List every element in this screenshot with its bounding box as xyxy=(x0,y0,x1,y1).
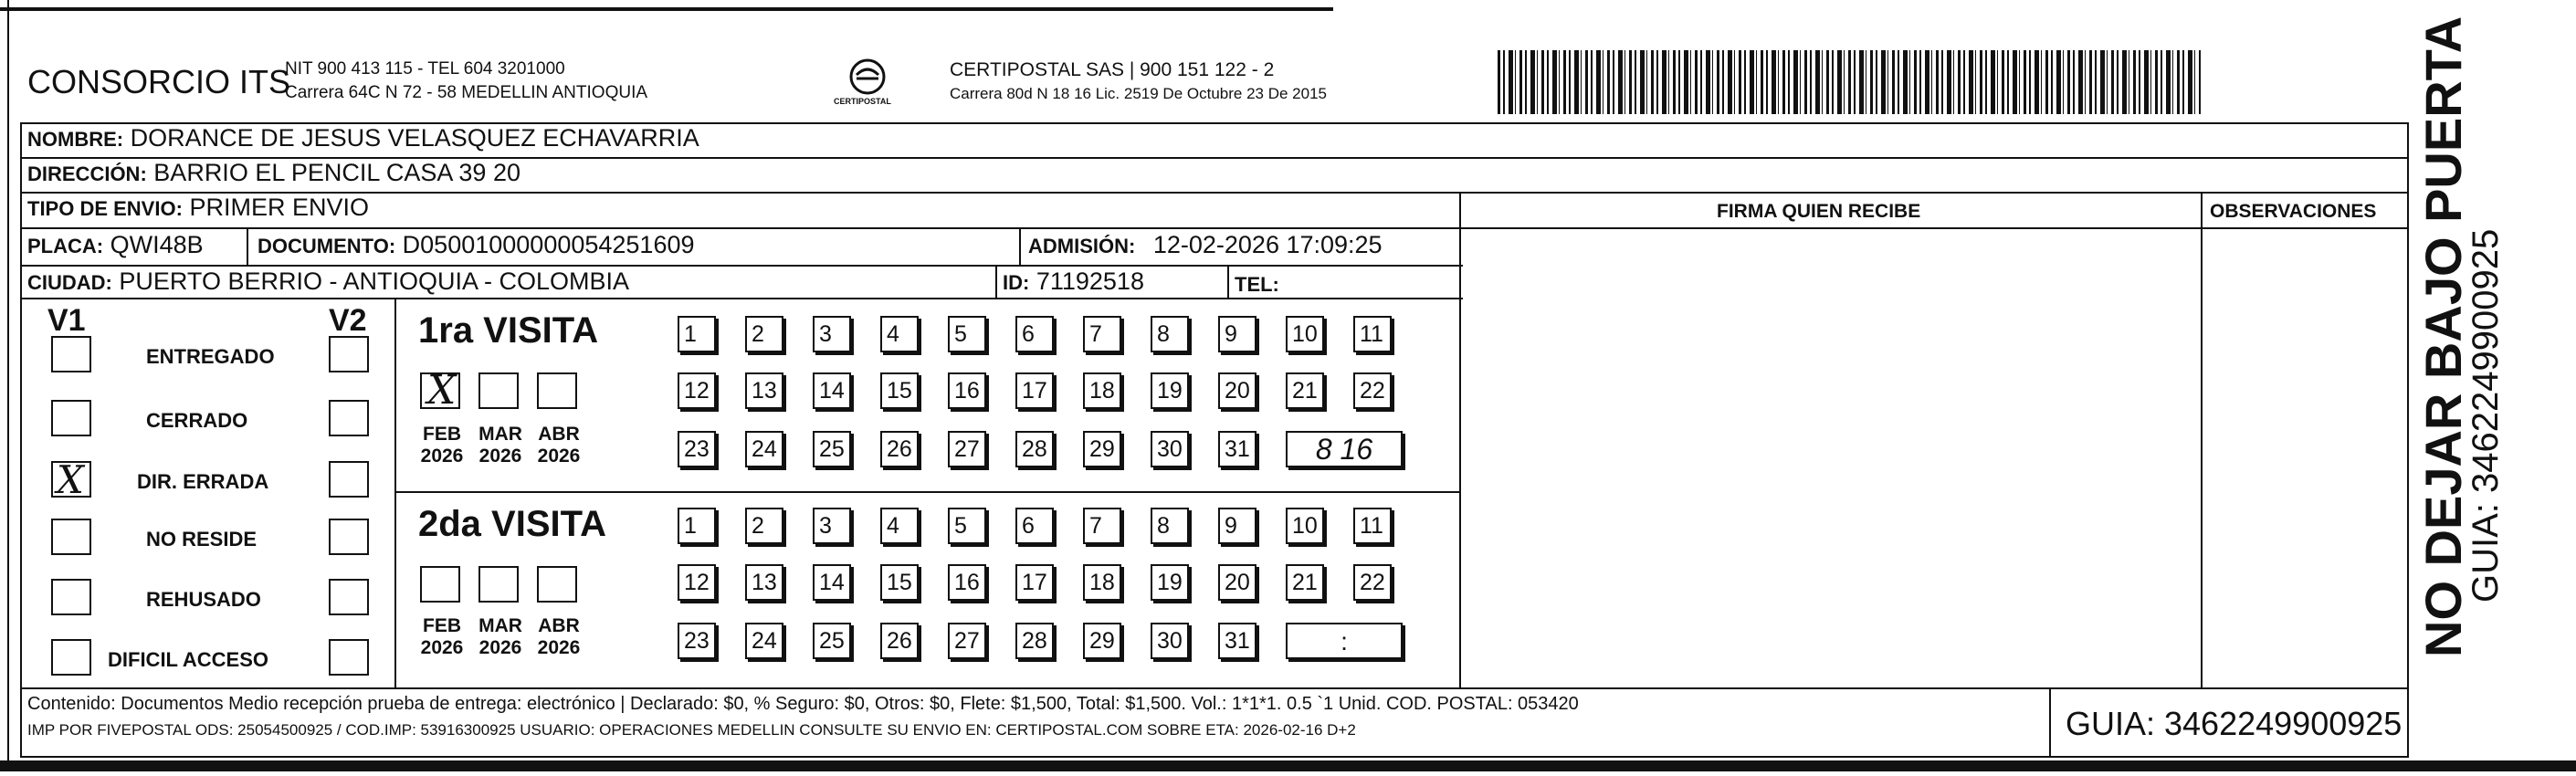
id-row xyxy=(1003,269,1144,294)
day-box[interactable]: 10 xyxy=(1286,508,1324,544)
option-label: NO RESIDE xyxy=(146,528,258,551)
placa-value: QWI48B xyxy=(110,231,204,258)
footer-line1: Contenido: Documentos Medio recepción prueba de entrega: electrónico | Declarado: $0, % Seguro: $0, Otros: $0, Flete: $1,500, Total: $1,500. Vol.: 1*1*1. 0.5 `1 Unid. COD. POSTAL: 053420 xyxy=(27,694,1579,714)
day-box[interactable]: 27 xyxy=(948,431,986,467)
day-box[interactable]: 8 xyxy=(1151,508,1189,544)
time-box[interactable]: : xyxy=(1286,623,1403,659)
month-year: 2026 xyxy=(537,446,581,467)
footer-line2: IMP POR FIVEPOSTAL ODS: 25054500925 / COD.IMP: 53916300925 USUARIO: OPERACIONES MEDELLIN CONSULTE SU ENVIO EN: CERTIPOSTAL.COM SOBRE ETA: 2026-02-16 D+2 xyxy=(27,721,1356,739)
v2-checkbox[interactable] xyxy=(329,336,369,372)
nombre-row xyxy=(27,126,699,151)
day-box[interactable]: 20 xyxy=(1218,564,1256,601)
company-address: Carrera 64C N 72 - 58 MEDELLIN ANTIOQUIA xyxy=(285,83,648,102)
month-name: ABR xyxy=(538,424,580,445)
row-divider xyxy=(20,192,2409,194)
month-label xyxy=(530,424,588,467)
v2-checkbox[interactable] xyxy=(329,461,369,498)
obs-divider xyxy=(2201,192,2203,689)
day-box[interactable]: 2 xyxy=(745,316,783,352)
id-label: ID: xyxy=(1003,271,1030,294)
day-box[interactable]: 4 xyxy=(880,316,919,352)
day-box[interactable]: 5 xyxy=(948,316,986,352)
day-box[interactable]: 16 xyxy=(948,372,986,409)
day-box[interactable]: 12 xyxy=(678,372,716,409)
footer-guia-divider xyxy=(2049,687,2051,758)
month-year: 2026 xyxy=(537,637,581,659)
v1-checkbox[interactable] xyxy=(51,519,91,555)
time-box[interactable]: 8 16 xyxy=(1286,431,1403,467)
day-box[interactable]: 22 xyxy=(1353,564,1392,601)
side-text xyxy=(2414,0,2506,657)
v2-checkbox[interactable] xyxy=(329,639,369,676)
ciudad-value: PUERTO BERRIO - ANTIOQUIA - COLOMBIA xyxy=(119,267,630,295)
month-label xyxy=(530,615,588,659)
day-box[interactable]: 23 xyxy=(678,431,716,467)
ciudad-label: CIUDAD: xyxy=(27,271,112,294)
day-box[interactable]: 8 xyxy=(1151,316,1189,352)
day-box[interactable]: 11 xyxy=(1353,508,1392,544)
visit-divider xyxy=(394,491,1461,493)
company-nit: NIT 900 413 115 - TEL 604 3201000 xyxy=(285,59,565,79)
checks-divider xyxy=(394,298,396,689)
documento-row xyxy=(258,233,695,257)
ciudad-row xyxy=(27,269,629,294)
second-visit-title: 2da VISITA xyxy=(418,504,606,544)
month-mark: X xyxy=(427,367,457,414)
direccion-label: DIRECCIÓN: xyxy=(27,163,147,185)
month-name: MAR xyxy=(478,615,522,636)
month-year: 2026 xyxy=(420,446,464,467)
day-box[interactable]: 18 xyxy=(1083,564,1121,601)
v1-checkbox[interactable] xyxy=(51,400,91,436)
month-label xyxy=(471,424,530,467)
day-box[interactable]: 28 xyxy=(1015,623,1054,659)
day-box[interactable]: 28 xyxy=(1015,431,1054,467)
day-box[interactable]: 15 xyxy=(880,564,919,601)
day-box[interactable]: 3 xyxy=(813,316,851,352)
day-box[interactable]: 14 xyxy=(813,372,851,409)
month-checkbox[interactable] xyxy=(478,372,519,409)
option-label: ENTREGADO xyxy=(146,345,275,368)
day-box[interactable]: 16 xyxy=(948,564,986,601)
day-box[interactable]: 4 xyxy=(880,508,919,544)
v2-checkbox[interactable] xyxy=(329,400,369,436)
admision-value: 12-02-2026 17:09:25 xyxy=(1152,231,1383,258)
nombre-label: NOMBRE: xyxy=(27,128,124,151)
month-checkbox[interactable] xyxy=(420,367,460,414)
month-year: 2026 xyxy=(420,637,464,659)
day-box[interactable]: 31 xyxy=(1218,623,1256,659)
day-box[interactable]: 9 xyxy=(1218,508,1256,544)
placa-label: PLACA: xyxy=(27,235,104,257)
day-box[interactable]: 25 xyxy=(813,623,851,659)
tel-divider xyxy=(1227,265,1229,298)
day-box[interactable]: 21 xyxy=(1286,564,1324,601)
observaciones-label: OBSERVACIONES xyxy=(2210,201,2377,222)
day-box[interactable]: 29 xyxy=(1083,623,1121,659)
month-year: 2026 xyxy=(478,637,522,659)
day-box[interactable]: 26 xyxy=(880,431,919,467)
certipostal-logo xyxy=(826,57,909,111)
day-box[interactable]: 9 xyxy=(1218,316,1256,352)
footer-guia: GUIA: 3462249900925 xyxy=(2066,705,2403,742)
bottom-rule xyxy=(0,760,2576,771)
admision-divider xyxy=(1019,227,1021,265)
day-box[interactable]: 21 xyxy=(1286,372,1324,409)
day-box[interactable]: 24 xyxy=(745,431,783,467)
tipo-label: TIPO DE ENVIO: xyxy=(27,197,183,220)
month-year: 2026 xyxy=(478,446,522,467)
day-box[interactable]: 23 xyxy=(678,623,716,659)
day-box[interactable]: 31 xyxy=(1218,431,1256,467)
certipostal-nit: CERTIPOSTAL SAS | 900 151 122 - 2 xyxy=(950,59,1275,80)
day-box[interactable]: 10 xyxy=(1286,316,1324,352)
day-box[interactable]: 22 xyxy=(1353,372,1392,409)
day-box[interactable]: 7 xyxy=(1083,316,1121,352)
month-checkbox[interactable] xyxy=(537,372,577,409)
no-dejar-title: NO DEJAR BAJO PUERTA xyxy=(2414,16,2472,657)
left-edge xyxy=(7,0,9,767)
id-divider xyxy=(995,265,997,298)
tracking-barcode xyxy=(1498,50,2201,114)
v2-checkbox[interactable] xyxy=(329,579,369,615)
firma-divider xyxy=(1459,192,1461,689)
day-box[interactable]: 17 xyxy=(1015,372,1054,409)
v1-checkbox[interactable] xyxy=(51,336,91,372)
tel-row xyxy=(1235,271,1279,296)
logo-text: CERTIPOSTAL xyxy=(834,97,891,106)
month-name: ABR xyxy=(538,615,580,636)
v1-checkbox[interactable] xyxy=(51,457,91,502)
placa-row xyxy=(27,233,204,257)
company-name: CONSORCIO ITS xyxy=(27,63,291,100)
day-box[interactable]: 20 xyxy=(1218,372,1256,409)
day-box[interactable]: 11 xyxy=(1353,316,1392,352)
day-box[interactable]: 14 xyxy=(813,564,851,601)
option-label: DIR. ERRADA xyxy=(137,470,269,493)
day-box[interactable]: 27 xyxy=(948,623,986,659)
month-label xyxy=(471,615,530,659)
day-box[interactable]: 19 xyxy=(1151,564,1189,601)
day-box[interactable]: 6 xyxy=(1015,316,1054,352)
day-box[interactable]: 13 xyxy=(745,564,783,601)
direccion-row xyxy=(27,161,520,185)
firma-label: FIRMA QUIEN RECIBE xyxy=(1717,201,1921,222)
nombre-value: DORANCE DE JESUS VELASQUEZ ECHAVARRIA xyxy=(130,124,699,152)
day-box[interactable]: 13 xyxy=(745,372,783,409)
day-box[interactable]: 30 xyxy=(1151,623,1189,659)
day-box[interactable]: 5 xyxy=(948,508,986,544)
form-frame xyxy=(20,122,2409,758)
day-box[interactable]: 3 xyxy=(813,508,851,544)
month-label xyxy=(413,615,471,659)
day-box[interactable]: 1 xyxy=(678,316,716,352)
admision-label: ADMISIÓN: xyxy=(1028,235,1136,257)
side-guia: GUIA: 3462249900925 xyxy=(2466,228,2506,603)
month-label xyxy=(413,424,471,467)
top-rule xyxy=(0,7,1333,11)
certipostal-address: Carrera 80d N 18 16 Lic. 2519 De Octubre 23 De 2015 xyxy=(950,85,1327,102)
tel-label: TEL: xyxy=(1235,273,1279,296)
documento-label: DOCUMENTO: xyxy=(258,235,396,257)
month-name: FEB xyxy=(423,424,461,445)
day-box[interactable]: 18 xyxy=(1083,372,1121,409)
month-name: FEB xyxy=(423,615,461,636)
day-box[interactable]: 24 xyxy=(745,623,783,659)
day-box[interactable]: 29 xyxy=(1083,431,1121,467)
v2-checkbox[interactable] xyxy=(329,519,369,555)
day-box[interactable]: 6 xyxy=(1015,508,1054,544)
placa-divider xyxy=(247,227,248,265)
tipo-value: PRIMER ENVIO xyxy=(189,194,369,221)
id-value: 71192518 xyxy=(1036,267,1144,295)
day-box[interactable]: 15 xyxy=(880,372,919,409)
row-divider xyxy=(20,227,2409,229)
day-box[interactable]: 17 xyxy=(1015,564,1054,601)
day-box[interactable]: 26 xyxy=(880,623,919,659)
option-label: REHUSADO xyxy=(146,588,261,611)
day-box[interactable]: 30 xyxy=(1151,431,1189,467)
first-visit-title: 1ra VISITA xyxy=(418,310,599,351)
month-checkbox[interactable] xyxy=(478,566,519,603)
day-box[interactable]: 19 xyxy=(1151,372,1189,409)
v1-label: V1 xyxy=(47,303,86,338)
tipo-row xyxy=(27,195,369,220)
month-name: MAR xyxy=(478,424,522,445)
day-box[interactable]: 1 xyxy=(678,508,716,544)
v1-checkbox[interactable] xyxy=(51,579,91,615)
option-label: DIFICIL ACCESO xyxy=(108,648,269,671)
direccion-value: BARRIO EL PENCIL CASA 39 20 xyxy=(153,159,520,186)
day-box[interactable]: 2 xyxy=(745,508,783,544)
day-box[interactable]: 12 xyxy=(678,564,716,601)
v1-checkbox[interactable] xyxy=(51,639,91,676)
row-divider xyxy=(20,265,1463,267)
month-checkbox[interactable] xyxy=(537,566,577,603)
month-checkbox[interactable] xyxy=(420,566,460,603)
day-box[interactable]: 7 xyxy=(1083,508,1121,544)
documento-value: D05001000000054251609 xyxy=(402,231,695,258)
checkbox-mark: X xyxy=(57,457,84,502)
v2-label: V2 xyxy=(329,303,367,338)
admision-row xyxy=(1028,233,1383,257)
option-label: CERRADO xyxy=(146,409,248,432)
row-divider xyxy=(20,298,1463,299)
day-box[interactable]: 25 xyxy=(813,431,851,467)
